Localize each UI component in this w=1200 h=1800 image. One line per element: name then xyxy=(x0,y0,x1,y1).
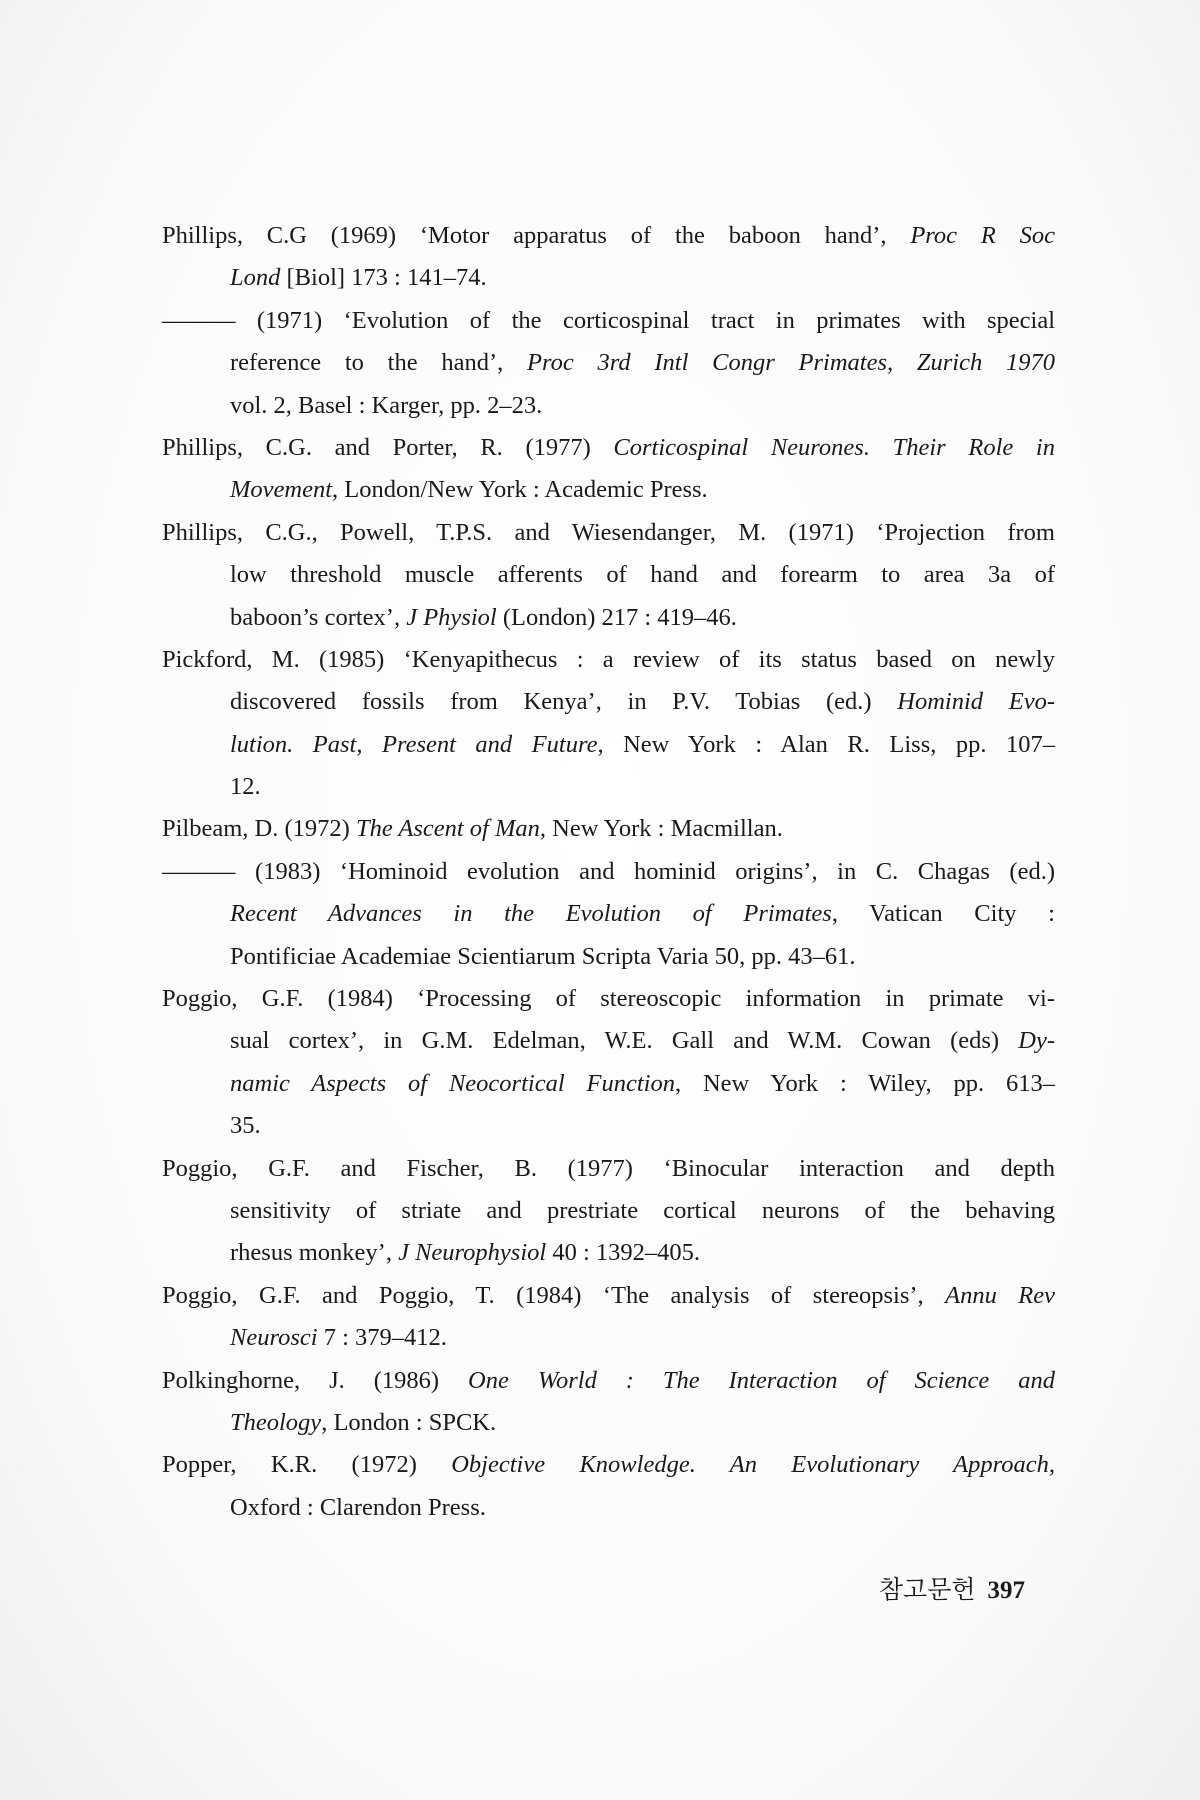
reference-line xyxy=(230,1232,1055,1274)
italic-title: lution. Past, Present and Future xyxy=(230,730,598,758)
reference-line xyxy=(230,1487,1055,1529)
reference-entry xyxy=(162,1444,1055,1529)
page-number: 397 xyxy=(987,1577,1025,1604)
italic-title: The Ascent of Man xyxy=(355,815,540,843)
reference-text: Poggio, G.F. (1984) ‘Processing of stereoscopic information in primate vi- xyxy=(162,985,1055,1013)
reference-entry xyxy=(162,1148,1055,1275)
reference-text: Phillips, C.G., Powell, T.P.S. and Wiesendanger, M. (1971) ‘Projection from xyxy=(162,518,1055,546)
reference-line xyxy=(230,766,1055,808)
reference-line xyxy=(230,1063,1055,1105)
reference-line xyxy=(230,893,1055,935)
italic-title: Objective Knowledge. An Evolutionary Approach, xyxy=(451,1451,1055,1479)
reference-text: Phillips, C.G. and Porter, R. (1977) xyxy=(162,433,614,461)
italic-title: Dy- xyxy=(1018,1027,1055,1055)
reference-text: Pontificiae Academiae Scientiarum Scripta Varia 50, pp. 43–61. xyxy=(230,942,856,970)
reference-text: discovered fossils from Kenya’, in P.V. Tobias (ed.) xyxy=(230,688,898,716)
reference-entry xyxy=(162,639,1055,809)
reference-line xyxy=(162,1148,1055,1190)
reference-line xyxy=(230,342,1055,384)
italic-title: Proc R Soc xyxy=(910,222,1055,249)
italic-title: Proc 3rd Intl Congr Primates, Zurich 1970 xyxy=(527,349,1055,377)
reference-text: 12. xyxy=(230,773,261,801)
reference-line xyxy=(162,978,1055,1020)
reference-line xyxy=(230,1317,1055,1359)
reference-line xyxy=(230,1105,1055,1147)
reference-text: , New York : Wiley, pp. 613– xyxy=(674,1069,1056,1097)
reference-text: , London/New York : Academic Press. xyxy=(332,476,708,504)
reference-entry xyxy=(162,1360,1055,1445)
reference-text: , London : SPCK. xyxy=(321,1408,497,1436)
reference-text: [Biol] 173 : 141–74. xyxy=(280,264,487,292)
reference-text: low threshold muscle afferents of hand and forearm to area 3a of xyxy=(230,561,1055,589)
reference-line xyxy=(230,1020,1055,1062)
reference-text: , New York : Macmillan. xyxy=(539,815,783,843)
reference-text: 35. xyxy=(230,1112,261,1140)
reference-text: baboon’s cortex’, xyxy=(230,603,407,631)
reference-line xyxy=(230,385,1055,427)
page-footer xyxy=(879,1570,1025,1606)
reference-line xyxy=(230,1190,1055,1232)
reference-text: Poggio, G.F. and Fischer, B. (1977) ‘Binocular interaction and depth xyxy=(162,1154,1055,1182)
reference-text: Pilbeam, D. (1972) xyxy=(162,815,356,843)
reference-text: , Vatican City : xyxy=(831,900,1055,928)
reference-line xyxy=(230,936,1055,978)
reference-list xyxy=(162,215,1055,1529)
italic-title: Neurosci xyxy=(230,1324,318,1352)
reference-text: 7 : 379–412. xyxy=(317,1324,447,1352)
reference-text: Poggio, G.F. and Poggio, T. (1984) ‘The analysis of stereopsis’, xyxy=(162,1281,946,1309)
reference-line xyxy=(162,300,1055,342)
reference-line xyxy=(230,469,1055,511)
reference-line xyxy=(162,1444,1055,1486)
reference-text: Popper, K.R. (1972) xyxy=(162,1451,452,1479)
section-title: 참고문헌 xyxy=(878,1577,976,1604)
reference-text: (London) 217 : 419–46. xyxy=(496,603,737,631)
italic-title: namic Aspects of Neocortical Function xyxy=(230,1069,675,1097)
reference-text: sual cortex’, in G.M. Edelman, W.E. Gall and W.M. Cowan (eds) xyxy=(230,1027,1019,1055)
reference-line xyxy=(162,639,1055,681)
italic-title: Hominid Evo- xyxy=(897,688,1055,716)
italic-title: Theology xyxy=(230,1408,322,1436)
reference-line xyxy=(162,808,1055,850)
reference-line xyxy=(230,597,1055,639)
reference-entry xyxy=(162,427,1055,512)
reference-line xyxy=(230,724,1055,766)
reference-entry xyxy=(162,300,1055,427)
reference-text: Oxford : Clarendon Press. xyxy=(230,1493,486,1521)
italic-title: Corticospinal Neurones. Their Role in xyxy=(613,433,1055,461)
reference-entry xyxy=(162,978,1055,1148)
reference-entry xyxy=(162,851,1055,978)
reference-text: ——— (1971) ‘Evolution of the corticospinal tract in primates with special xyxy=(162,306,1055,334)
reference-entry xyxy=(162,215,1055,300)
reference-line xyxy=(230,1402,1055,1444)
reference-text: Pickford, M. (1985) ‘Kenyapithecus : a review of its status based on newly xyxy=(162,645,1055,673)
reference-line xyxy=(230,554,1055,596)
reference-text: reference to the hand’, xyxy=(230,349,528,377)
reference-entry xyxy=(162,1275,1055,1360)
reference-text: 40 : 1392–405. xyxy=(546,1239,701,1267)
reference-text: Polkinghorne, J. (1986) xyxy=(162,1366,469,1394)
reference-line xyxy=(162,427,1055,469)
reference-text: Phillips, C.G (1969) ‘Motor apparatus of the baboon hand’, xyxy=(162,222,911,249)
italic-title: Recent Advances in the Evolution of Primates xyxy=(230,900,832,928)
reference-line xyxy=(162,215,1055,257)
reference-entry xyxy=(162,512,1055,639)
reference-text: , New York : Alan R. Liss, pp. 107– xyxy=(597,730,1055,758)
reference-text: ——— (1983) ‘Hominoid evolution and hominid origins’, in C. Chagas (ed.) xyxy=(162,857,1055,885)
reference-line xyxy=(230,257,1055,299)
italic-title: Movement xyxy=(230,476,333,504)
italic-title: Lond xyxy=(230,264,281,292)
reference-line xyxy=(162,512,1055,554)
italic-title: One World : The Interaction of Science and xyxy=(468,1366,1056,1394)
italic-title: Annu Rev xyxy=(945,1281,1055,1309)
reference-text: vol. 2, Basel : Karger, pp. 2–23. xyxy=(230,391,543,419)
reference-text: sensitivity of striate and prestriate cortical neurons of the behaving xyxy=(230,1196,1055,1224)
reference-line xyxy=(162,1360,1055,1402)
reference-line xyxy=(162,851,1055,893)
reference-line xyxy=(162,1275,1055,1317)
reference-text: rhesus monkey’, xyxy=(230,1239,399,1267)
italic-title: J Neurophysiol xyxy=(398,1239,547,1267)
reference-line xyxy=(230,681,1055,723)
reference-entry xyxy=(162,808,1055,850)
italic-title: J Physiol xyxy=(406,603,497,631)
